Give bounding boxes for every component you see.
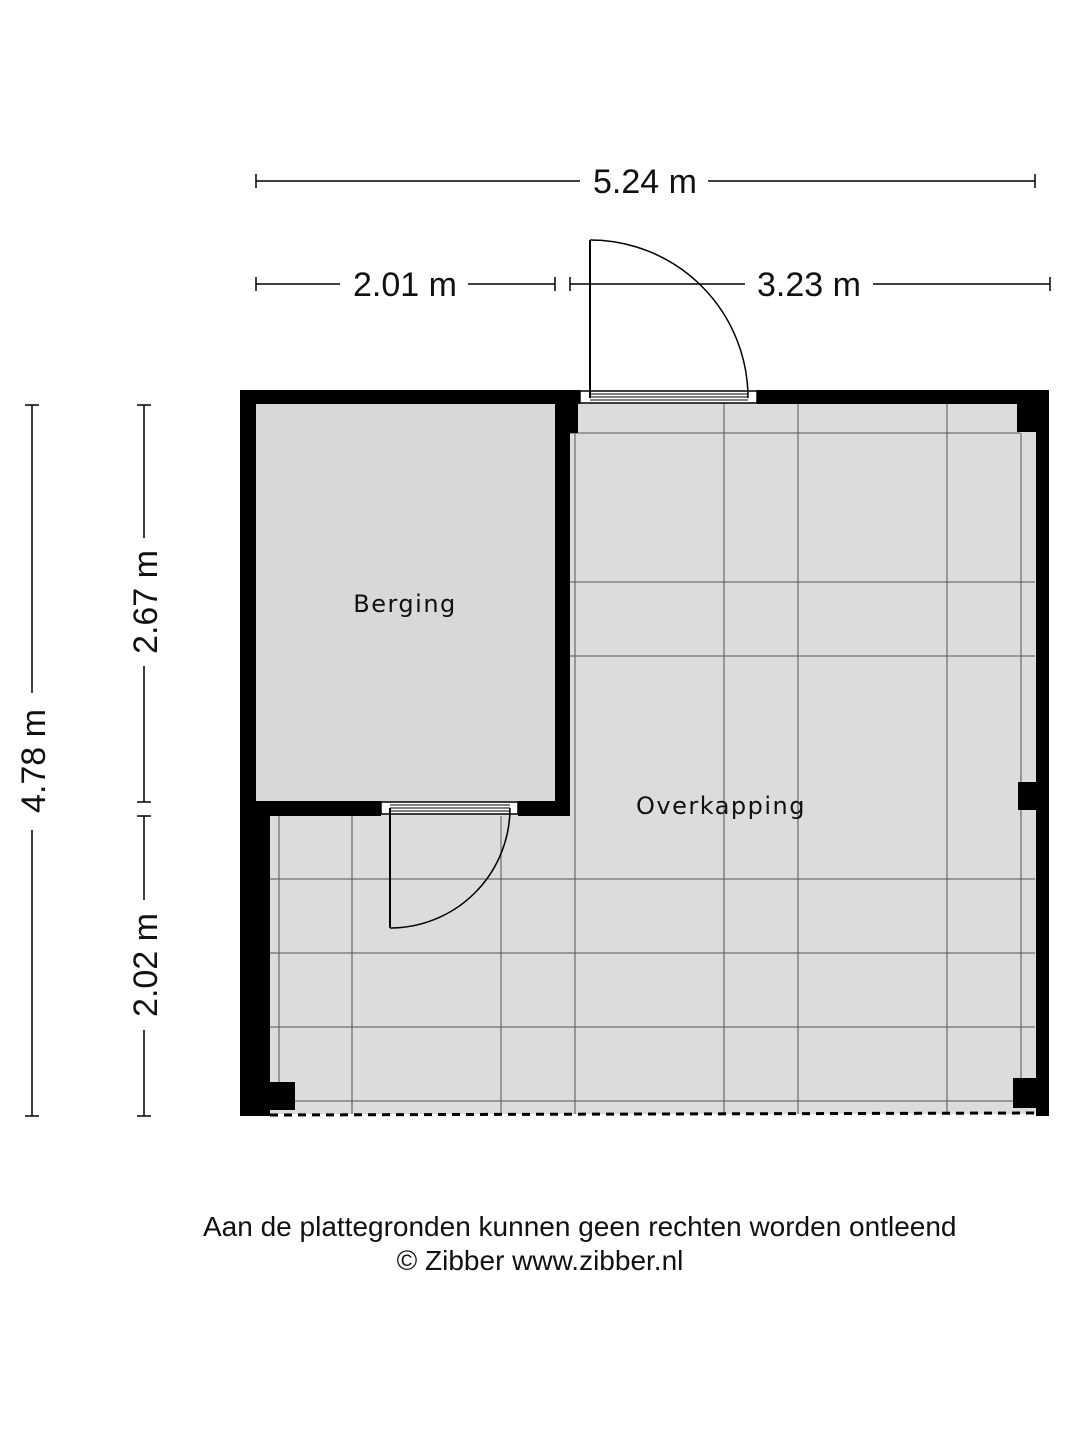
wall-berging-right [555,390,570,816]
column-mid-right [1018,782,1038,810]
dimension-label-total-width: 5.24 m [593,163,697,201]
dimension-label-left-width: 2.01 m [353,266,457,304]
open-front-edge [270,1113,1036,1115]
wall-top-left [240,390,580,404]
room-label-berging: Berging [353,590,457,618]
wall-berging-bottom-left [240,801,381,816]
dimension-label-total-depth: 4.78 m [15,709,53,813]
wall-berging-bottom-right [518,801,570,816]
footer-disclaimer: Aan de plattegronden kunnen geen rechten worden ontleend [203,1211,957,1242]
top-door [580,240,757,403]
room-label-overkapping: Overkapping [636,792,806,820]
column-bottom-right [1013,1078,1040,1108]
column-top-right [1017,402,1042,432]
wall-left-lower [240,802,270,1116]
dimension-label-right-width: 3.23 m [757,266,861,304]
column-bottom-left [268,1082,295,1110]
dimension-label-lower-depth: 2.02 m [127,913,165,1017]
wall-left-upper [240,390,256,816]
wall-right [1036,390,1049,1116]
footer-copyright: © Zibber www.zibber.nl [396,1245,684,1276]
wall-top-right [757,390,1049,404]
top-door-swing [590,240,748,398]
column-top-left [555,402,578,433]
dimension-label-upper-depth: 2.67 m [127,550,165,654]
